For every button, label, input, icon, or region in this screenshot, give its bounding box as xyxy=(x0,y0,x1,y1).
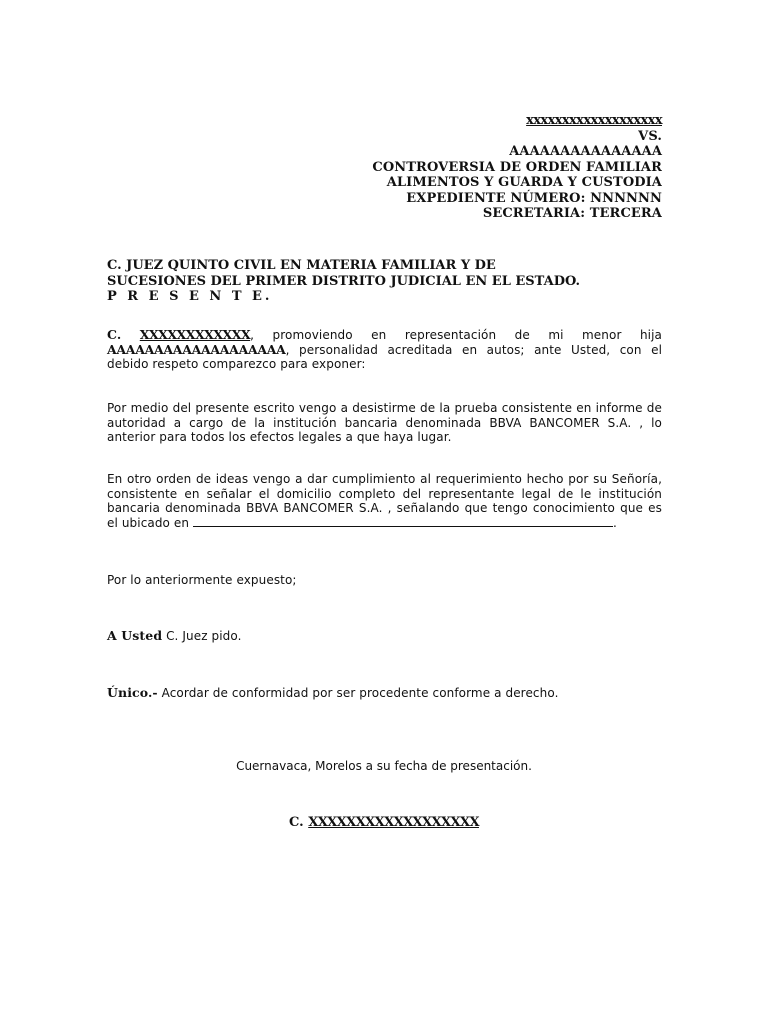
request-line xyxy=(107,629,662,644)
request-text: C. Juez pido. xyxy=(162,629,242,643)
intro-text-2: , personalidad acreditada en autos; ante Usted, con el debido respeto comparezco para exponer: xyxy=(107,342,662,371)
address-paragraph: En otro orden de ideas vengo a dar cumplimiento al requerimiento hecho por su Señoría, consistente en señalar el domicilio completo del representante legal de le institución bancaria denominada BBVA BANCOMER S.A. , señalando que tengo conocimiento que es el ubicado en . xyxy=(107,472,662,530)
file-number: EXPEDIENTE NÚMERO: NNNNNN xyxy=(406,190,662,206)
signature-name: XXXXXXXXXXXXXXXXXX xyxy=(308,815,479,830)
request-bold: A Usted xyxy=(107,628,163,643)
case-header xyxy=(372,113,662,222)
closing-statement: Por lo anteriormente expuesto; xyxy=(107,573,297,587)
intro-text-1: , promoviendo en representación de mi menor hija xyxy=(250,328,662,342)
intro-prefix: C. xyxy=(107,327,122,342)
versus: VS. xyxy=(638,128,662,144)
withdrawal-paragraph: Por medio del presente escrito vengo a desistirme de la prueba consistente en informe de autoridad a cargo de la institución bancaria denominada BBVA BANCOMER S.A. , lo anterior para todos los efectos legales a que haya lugar. xyxy=(107,401,662,444)
address-blank-line xyxy=(193,517,613,527)
party-2: AAAAAAAAAAAAAAA xyxy=(509,144,662,159)
case-matter: ALIMENTOS Y GUARDA Y CUSTODIA xyxy=(386,175,662,190)
unique-bold: Único.- xyxy=(107,685,158,700)
unique-text: Acordar de conformidad por ser procedente conforme a derecho. xyxy=(157,686,559,700)
addressee-line-2: SUCESIONES DEL PRIMER DISTRITO JUDICIAL EN EL ESTADO. xyxy=(107,273,581,289)
secretary: SECRETARIA: TERCERA xyxy=(482,206,662,221)
addressee-line-3: P R E S E N T E. xyxy=(107,289,273,304)
unique-point xyxy=(107,686,662,701)
intro-paragraph xyxy=(107,328,662,372)
case-type: CONTROVERSIA DE ORDEN FAMILIAR xyxy=(372,159,662,175)
signature-block xyxy=(0,815,768,830)
addressee xyxy=(107,258,667,305)
minor-name: AAAAAAAAAAAAAAAAAAA xyxy=(107,341,286,357)
signature-prefix: C. xyxy=(289,815,304,830)
promoter-name: XXXXXXXXXXXX xyxy=(139,327,251,342)
address-paragraph-text: En otro orden de ideas vengo a dar cumplimiento al requerimiento hecho por su Señoría, consistente en señalar el domicilio completo del representante legal de le institución bancaria denominada BBVA BANCOMER S.A. , señalando que tengo conocimiento que es el ubicado en xyxy=(107,472,662,530)
party-1: xxxxxxxxxxxxxxxxxxx xyxy=(526,113,662,128)
place-and-date: Cuernavaca, Morelos a su fecha de presentación. xyxy=(236,759,532,773)
addressee-line-1: C. JUEZ QUINTO CIVIL EN MATERIA FAMILIAR Y DE xyxy=(107,258,496,273)
